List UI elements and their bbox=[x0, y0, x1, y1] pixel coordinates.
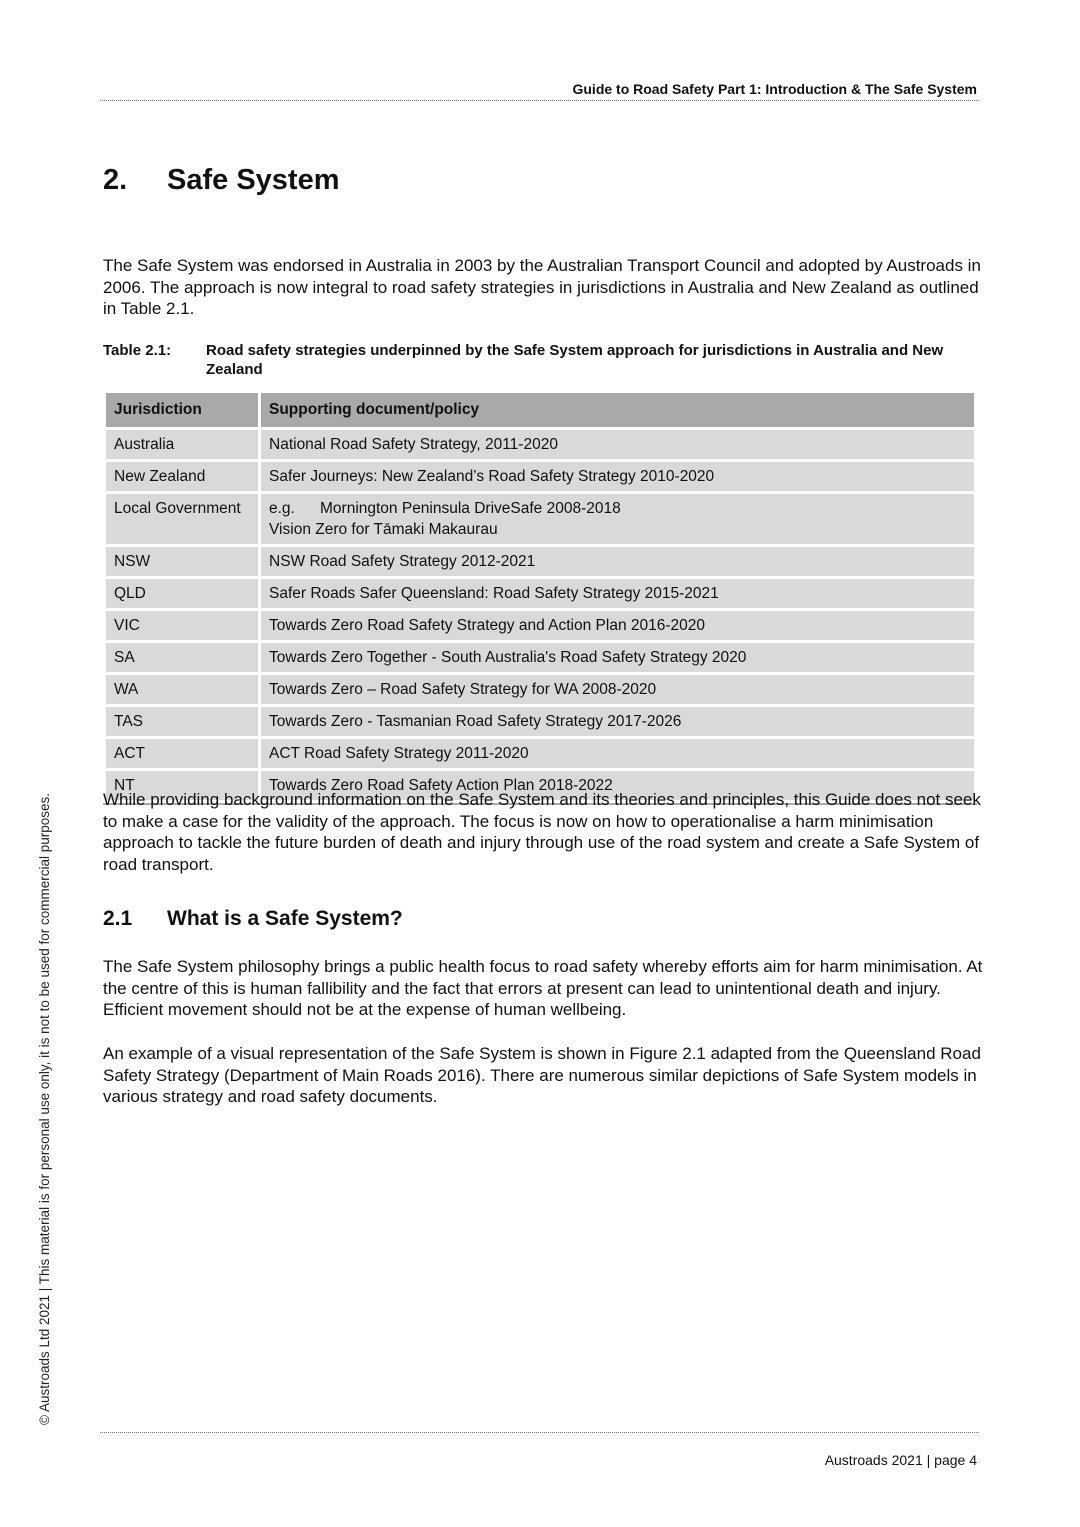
footer-divider bbox=[100, 1432, 979, 1433]
eg-prefix: e.g. bbox=[269, 500, 295, 517]
jurisdiction-cell: New Zealand bbox=[106, 462, 258, 491]
document-cell: Towards Zero – Road Safety Strategy for WA 2008-2020 bbox=[261, 675, 974, 704]
subsection-heading bbox=[103, 907, 403, 931]
jurisdiction-cell: NSW bbox=[106, 547, 258, 576]
intro-paragraph: The Safe System was endorsed in Australia in 2003 by the Australian Transport Council and adopted by Austroads in 2006. The approach is now integral to road safety strategies in jurisdictions in Australia and New Zealand as outlined in Table 2.1. bbox=[103, 256, 981, 319]
philosophy-paragraph: The Safe System philosophy brings a public health focus to road safety whereby efforts aim for harm minimisation. At the centre of this is human fallibility and the fact that errors at present can lead to unintentional death and injury. Efficient movement should not be at the expense of human wellbeing. bbox=[103, 957, 983, 1020]
section-title: Safe System bbox=[167, 164, 340, 196]
section-heading bbox=[103, 164, 340, 197]
running-header: Guide to Road Safety Part 1: Introduction & The Safe System bbox=[572, 81, 977, 97]
document-line-2: Vision Zero for Tāmaki Makaurau bbox=[269, 521, 498, 538]
document-cell: National Road Safety Strategy, 2011-2020 bbox=[261, 430, 974, 459]
table-row bbox=[106, 707, 974, 736]
jurisdiction-cell: QLD bbox=[106, 579, 258, 608]
document-cell: Towards Zero Together - South Australia's Road Safety Strategy 2020 bbox=[261, 643, 974, 672]
document-line-1: Mornington Peninsula DriveSafe 2008-2018 bbox=[320, 500, 621, 517]
table-row bbox=[106, 579, 974, 608]
subsection-number: 2.1 bbox=[103, 907, 133, 930]
figure-reference-paragraph: An example of a visual representation of the Safe System is shown in Figure 2.1 adapted from the Queensland Road Safety Strategy (Department of Main Roads 2016). There are numerous similar depictions of Safe System models in various strategy and road safety documents. bbox=[103, 1044, 981, 1107]
column-header-jurisdiction: Jurisdiction bbox=[106, 393, 258, 427]
background-paragraph: While providing background information on the Safe System and its theories and principles, this Guide does not seek to make a case for the validity of the approach. The focus is now on how to operationalise a harm minimisation approach to tackle the future burden of death and injury through use of the road system and create a Safe System of road transport. bbox=[103, 790, 981, 875]
table-row bbox=[106, 739, 974, 768]
document-cell: NSW Road Safety Strategy 2012-2021 bbox=[261, 547, 974, 576]
document-cell: Safer Journeys: New Zealand’s Road Safety Strategy 2010-2020 bbox=[261, 462, 974, 491]
table-row bbox=[106, 494, 974, 544]
table-row bbox=[106, 675, 974, 704]
jurisdiction-cell: ACT bbox=[106, 739, 258, 768]
table-caption-text: Road safety strategies underpinned by the Safe System approach for jurisdictions in Australia and New Zealand bbox=[206, 342, 944, 378]
header-divider bbox=[100, 100, 979, 101]
jurisdiction-cell: SA bbox=[106, 643, 258, 672]
table-row bbox=[106, 462, 974, 491]
jurisdiction-cell: NT bbox=[106, 771, 258, 800]
jurisdiction-cell: Local Government bbox=[106, 494, 258, 544]
document-cell: Towards Zero Road Safety Action Plan 2018-2022 bbox=[261, 771, 974, 800]
document-cell: Towards Zero - Tasmanian Road Safety Strategy 2017-2026 bbox=[261, 707, 974, 736]
section-number: 2. bbox=[103, 164, 128, 196]
document-cell: Safer Roads Safer Queensland: Road Safety Strategy 2015-2021 bbox=[261, 579, 974, 608]
jurisdiction-cell: TAS bbox=[106, 707, 258, 736]
strategies-table bbox=[103, 390, 977, 805]
table-row bbox=[106, 643, 974, 672]
jurisdiction-cell: VIC bbox=[106, 611, 258, 640]
document-cell bbox=[261, 494, 974, 544]
document-cell: ACT Road Safety Strategy 2011-2020 bbox=[261, 739, 974, 768]
copyright-side-note: © Austroads Ltd 2021 | This material is for personal use only, it is not to be used for commercial purposes. bbox=[37, 792, 52, 1425]
subsection-title: What is a Safe System? bbox=[167, 907, 403, 930]
table-row bbox=[106, 547, 974, 576]
document-cell: Towards Zero Road Safety Strategy and Action Plan 2016-2020 bbox=[261, 611, 974, 640]
table-caption bbox=[103, 341, 979, 379]
page-footer: Austroads 2021 | page 4 bbox=[824, 1452, 977, 1468]
table-header-row bbox=[106, 393, 974, 427]
jurisdiction-cell: WA bbox=[106, 675, 258, 704]
jurisdiction-cell: Australia bbox=[106, 430, 258, 459]
table-row bbox=[106, 430, 974, 459]
table-row bbox=[106, 611, 974, 640]
table-label: Table 2.1: bbox=[103, 342, 172, 359]
column-header-document: Supporting document/policy bbox=[261, 393, 974, 427]
